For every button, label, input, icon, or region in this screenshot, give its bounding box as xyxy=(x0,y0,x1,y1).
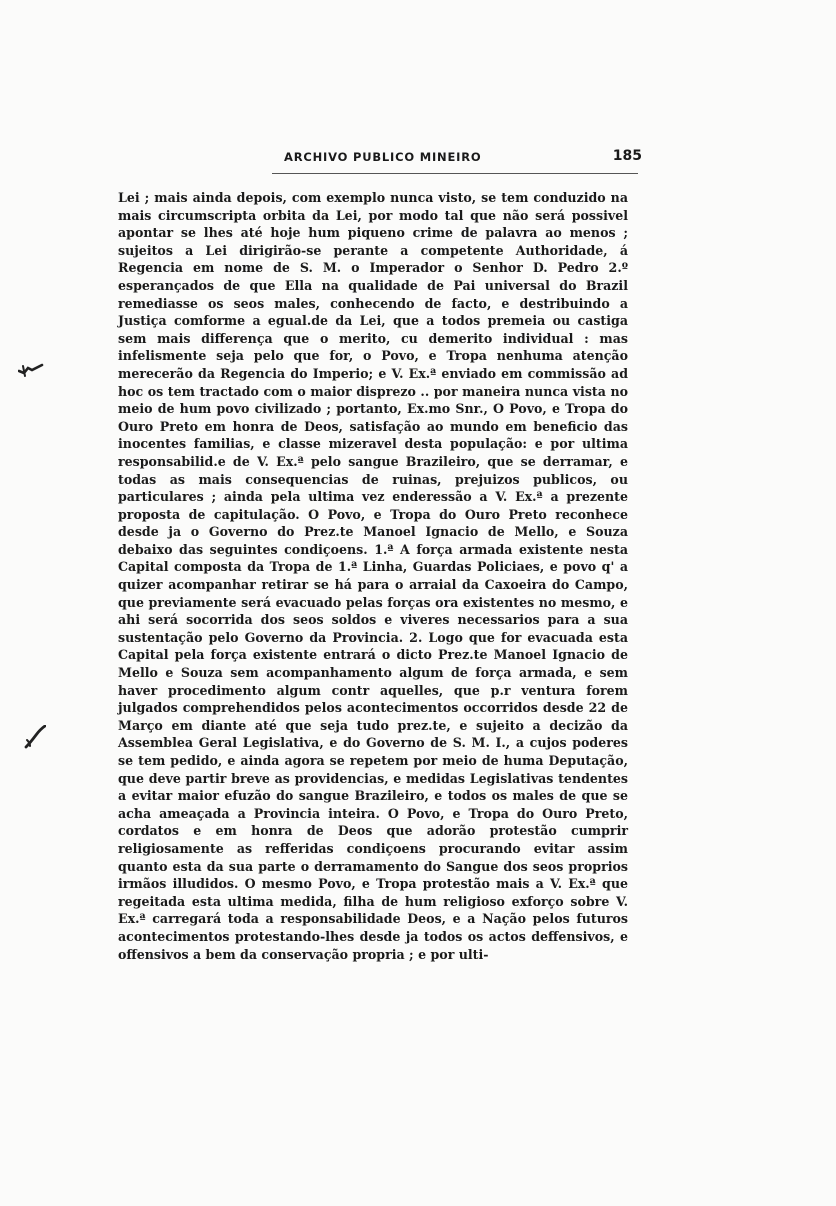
paragraph: Lei ; mais ainda depois, com exemplo nunca visto, se tem conduzido na mais circumscripta orbita da Lei, por modo tal que não será possivel apontar se lhes até hoje hum piqueno crime de palavra ao menos ; sujeitos a Lei dirigirão-se perante a competente Authoridade, á Regencia em nome de S. M. o Imperador o Senhor D. Pedro 2.º esperançados de que Ella na qualidade de Pai universal do Brazil remediasse os seos males, conhecendo de facto, e destribuindo a Justiça comforme a egual.de da Lei, que a todos premeia ou castiga sem mais differença que o merito, cu demerito individual : mas infelismente seja pelo que for, o Povo, e Tropa nenhuma atenção merecerão da Regencia do Imperio; e V. Ex.ª enviado em commissão ad hoc os tem tractado com o maior disprezo .. por maneira nunca vista no meio de hum povo civilizado ; portanto, Ex.mo Snr., O Povo, e Tropa do Ouro Preto em honra de Deos, satisfação ao mundo em beneficio das inocentes familias, e classe mizeravel desta população: e por ultima responsabilid.e de V. Ex.ª pelo sangue Brazileiro, que se derramar, e todas as mais consequencias de ruinas, prejuizos publicos, ou particulares ; ainda pela ultima vez enderessão a V. Ex.ª a prezente proposta de capitulação. O Povo, e Tropa do Ouro Preto reconhece desde ja o Governo do Prez.te Manoel Ignacio de Mello, e Souza debaixo das seguintes condiçoens. 1.ª A força armada existente nesta Capital composta da Tropa de 1.ª Linha, Guardas Policiaes, e povo q' a quizer acompanhar retirar se há para o arraial da Caxoeira do Campo, que previamente será evacuado pelas forças ora existentes no mesmo, e ahi será socorrida dos seos soldos e viveres necessarios para a sua sustentação pelo Governo da Provincia. 2. Logo que for evacuada esta Capital pela força existente entrará o dicto Prez.te Manoel Ignacio de Mello e Souza sem acompanhamento algum de força armada, e sem haver procedimento algum contr aquelles, que p.r ventura forem julgados comprehendidos pelos acontecimentos occorridos desde 22 de Março em diante até que seja tudo prez.te, e sujeito a decizão da Assemblea Geral Legislativa, e do Governo de S. M. I., a cujos poderes se tem pedido, e ainda agora se repetem por meio de huma Deputação, que deve partir breve as providencias, e medidas Legislativas tendentes a evitar maior efuzão do sangue Brazileiro, e todos os males de que se acha ameaçada a Provincia inteira. O Povo, e Tropa do Ouro Preto, cordatos e em honra de Deos que adorão protestão cumprir religiosamente as refferidas condiçoens procurando evitar assim quanto esta da sua parte o derramamento do Sangue dos seos proprios irmãos illudidos. O mesmo Povo, e Tropa protestão mais a V. Ex.ª que regeitada esta ultima medida, filha de hum religioso exforço sobre V. Ex.ª carregará toda a responsabilidade Deos, e a Nação pelos futuros acontecimentos protestando-lhes desde ja todos os actos deffensivos, e offensivos a bem da conservação propria ; e por ulti- xyxy=(118,190,628,962)
header-title: ARCHIVO PUBLICO MINEIRO xyxy=(284,150,482,164)
margin-check-mark xyxy=(24,725,46,749)
header-rule xyxy=(272,173,638,174)
body-text xyxy=(118,189,628,963)
running-header xyxy=(270,150,642,172)
margin-pencil-mark xyxy=(18,362,44,378)
page-number: 185 xyxy=(612,148,642,164)
